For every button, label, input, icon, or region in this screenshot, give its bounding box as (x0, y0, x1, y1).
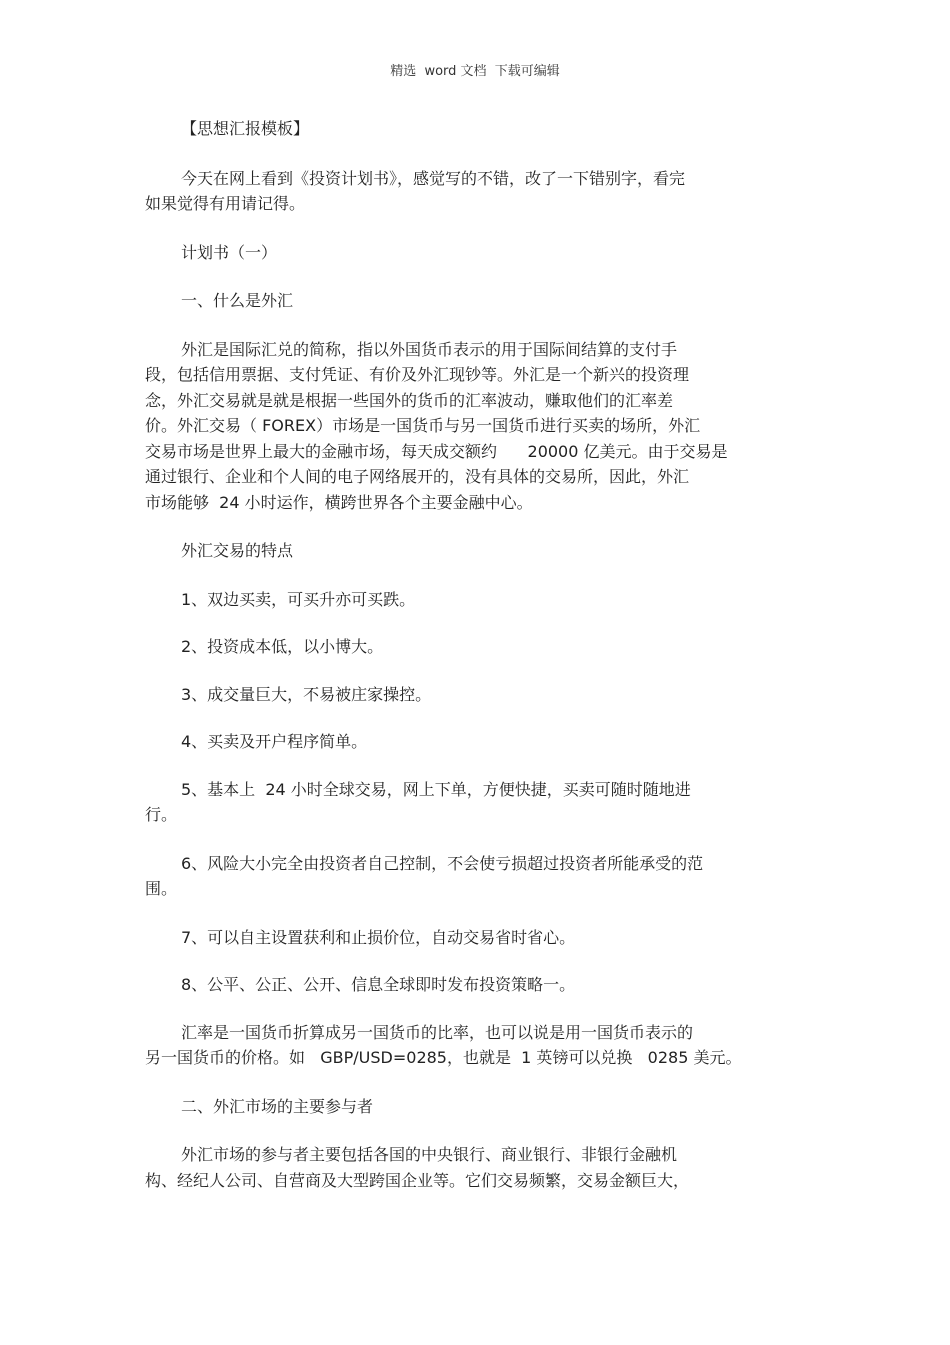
feature-item-8: 8、公平、公正、公开、信息全球即时发布投资策略一。 (181, 975, 576, 994)
text-line: 外汇是国际汇兑的简称，指以外国货币表示的用于国际间结算的支付手 (181, 339, 678, 359)
text-line: 价。外汇交易（ FOREX）市场是一国货币与另一国货币进行买卖的场所，外汇 (145, 416, 701, 435)
fx-definition-paragraph (145, 337, 795, 516)
text-line: 念，外汇交易就是就是根据一些国外的货币的汇率波动，赚取他们的汇率差 (145, 390, 674, 410)
plan-heading: 计划书（一） (181, 242, 278, 262)
text-line: 另一国货币的价格。如 GBP/USD=0285，也就是 1 英镑可以兑换 0285 美元。 (145, 1048, 742, 1067)
text-line: 外汇市场的参与者主要包括各国的中央银行、商业银行、非银行金融机 (181, 1145, 678, 1164)
text-line: 今天在网上看到《投资计划书》，感觉写的不错，改了一下错别字，看完 (181, 168, 686, 188)
doc-title: 【思想汇报模板】 (181, 119, 310, 138)
feature-item-7: 7、可以自主设置获利和止损价位，自动交易省时省心。 (181, 927, 576, 947)
text-line: 6、风险大小完全由投资者自己控制，不会使亏损超过投资者所能承受的范 (181, 853, 704, 873)
text-line: 行。 (145, 805, 178, 824)
feature-item-3: 3、成交量巨大，不易被庄家操控。 (181, 684, 432, 704)
text-line: 交易市场是世界上最大的金融市场，每天成交额约 20000 亿美元。由于交易是 (145, 441, 728, 461)
feature-item-1: 1、双边买卖，可买升亦可买跌。 (181, 589, 416, 609)
text-line: 段，包括信用票据、支付凭证、有价及外汇现钞等。外汇是一个新兴的投资理 (145, 365, 690, 384)
features-heading: 外汇交易的特点 (181, 541, 294, 560)
exchange-rate-paragraph (145, 1020, 795, 1071)
intro-paragraph (145, 166, 795, 217)
feature-item-5 (145, 777, 795, 828)
text-line: 如果觉得有用请记得。 (145, 194, 306, 213)
participants-paragraph (145, 1142, 795, 1193)
text-line: 5、基本上 24 小时全球交易，网上下单，方便快捷，买卖可随时随地进 (181, 779, 691, 799)
section-heading-1: 一、什么是外汇 (181, 291, 294, 310)
feature-item-6 (145, 851, 795, 902)
text-line: 围。 (145, 879, 178, 898)
feature-item-4: 4、买卖及开户程序简单。 (181, 732, 368, 751)
feature-item-2: 2、投资成本低，以小博大。 (181, 637, 384, 656)
section-heading-2: 二、外汇市场的主要参与者 (181, 1096, 374, 1116)
text-line: 构、经纪人公司、自营商及大型跨国企业等。它们交易频繁，交易金额巨大， (145, 1170, 690, 1190)
text-line: 汇率是一国货币折算成另一国货币的比率，也可以说是用一国货币表示的 (181, 1022, 694, 1042)
page-header: 精选 word 文档 下载可编辑 (390, 64, 560, 79)
document-body (145, 116, 795, 1193)
text-line: 通过银行、企业和个人间的电子网络展开的，没有具体的交易所，因此，外汇 (145, 467, 690, 486)
text-line: 市场能够 24 小时运作，横跨世界各个主要金融中心。 (145, 492, 533, 512)
